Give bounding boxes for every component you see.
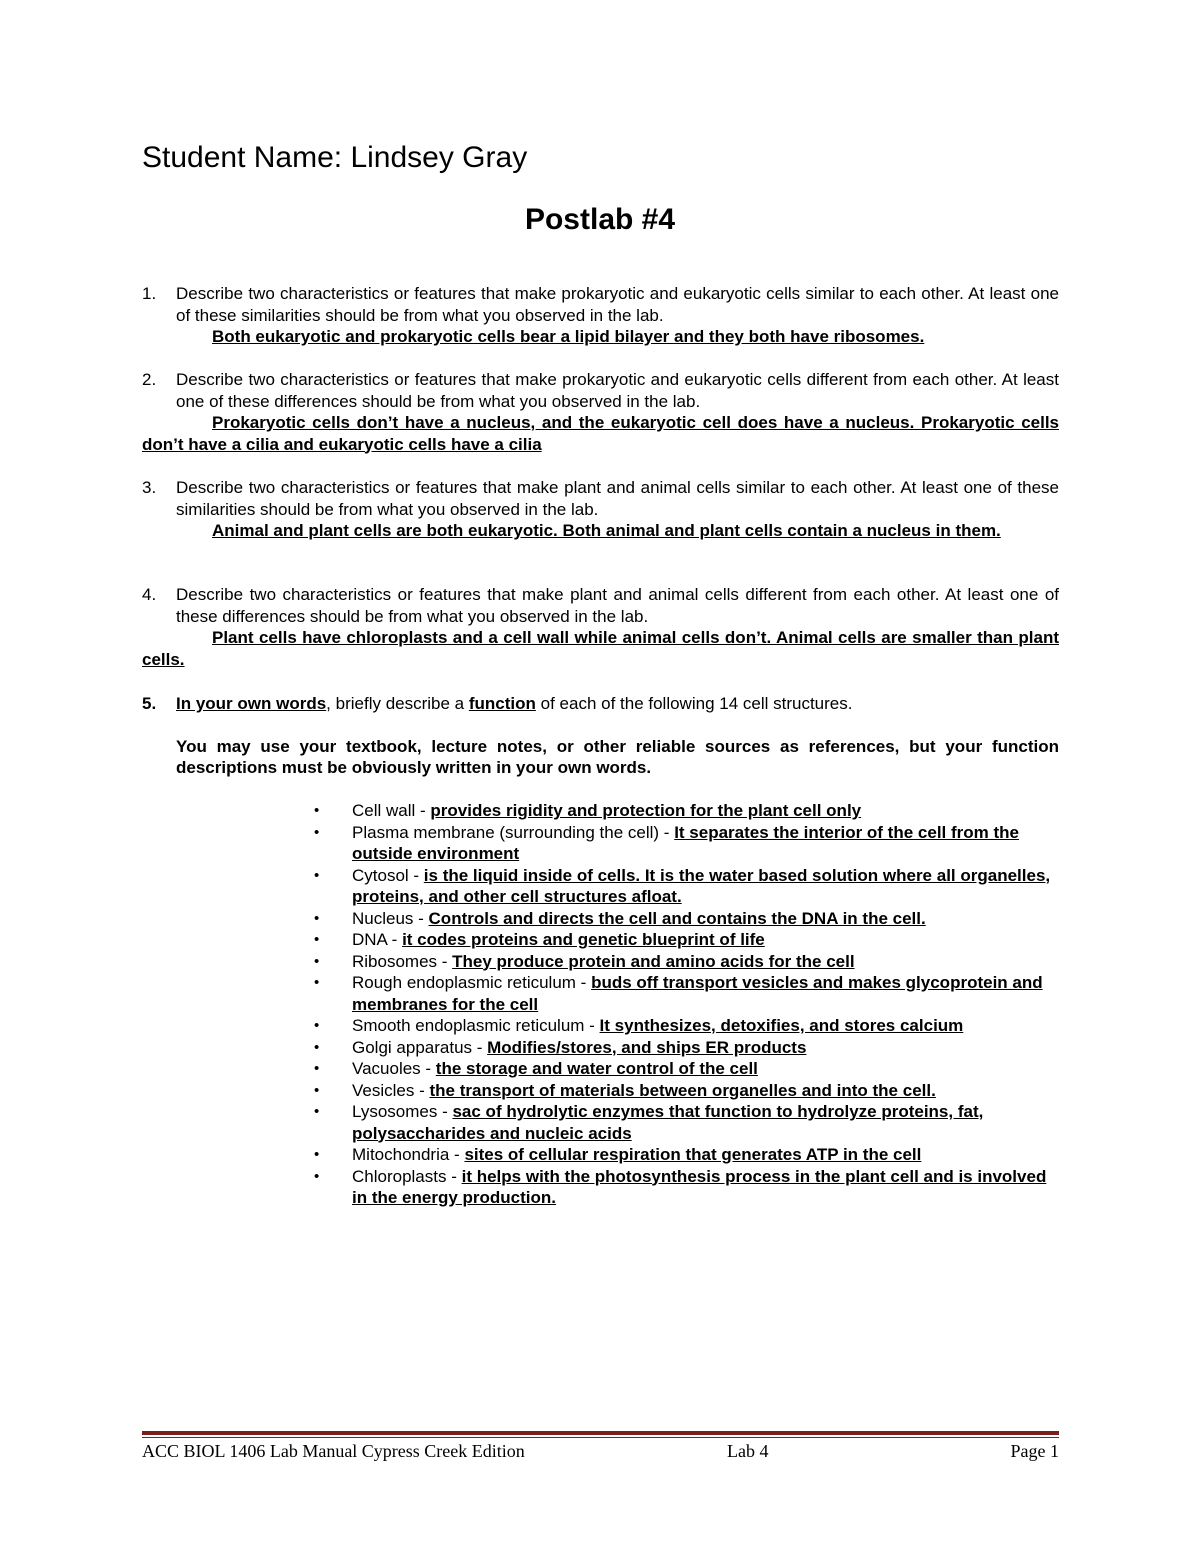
bullet-icon: •: [314, 1038, 320, 1056]
question-2: [142, 369, 1059, 455]
question-4: [142, 584, 1059, 670]
footer-rule-thin: [142, 1437, 1059, 1438]
question-text: [176, 693, 1059, 715]
structure-name: DNA -: [352, 930, 403, 949]
list-item: [312, 1144, 1062, 1166]
question-3: [142, 477, 1059, 542]
list-item: [312, 1080, 1062, 1102]
bullet-icon: •: [314, 952, 320, 970]
footer-manual-title: ACC BIOL 1406 Lab Manual Cypress Creek Edition: [142, 1441, 525, 1461]
own-words-phrase: In your own words: [176, 694, 327, 713]
list-item: [312, 1037, 1062, 1059]
bullet-icon: •: [314, 909, 320, 927]
structure-name: Chloroplasts -: [352, 1166, 462, 1186]
structure-name: Golgi apparatus -: [352, 1037, 488, 1057]
question-number: 3.: [142, 478, 157, 497]
question-number: 1.: [142, 284, 157, 303]
bullet-icon: •: [314, 974, 320, 991]
list-item: [312, 1101, 1062, 1144]
question-number: 5.: [142, 694, 157, 713]
structure-name: Cytosol -: [352, 865, 424, 885]
list-item: [312, 908, 1062, 930]
structure-name: Ribosomes -: [352, 951, 453, 971]
bullet-icon: •: [314, 1060, 320, 1077]
bullet-icon: •: [314, 1146, 320, 1163]
structure-name: Smooth endoplasmic reticulum -: [352, 1016, 600, 1035]
question-text-mid: , briefly describe a: [326, 694, 469, 713]
structure-function: it helps with the photosynthesis process in the plant cell and is involved in the energy production.: [352, 1166, 1047, 1207]
structure-function: Modifies/stores, and ships ER products: [487, 1037, 807, 1057]
list-item: [312, 865, 1062, 908]
structure-name: Vacuoles -: [352, 1059, 436, 1078]
bullet-icon: •: [314, 931, 320, 948]
structure-name: Mitochondria -: [352, 1145, 465, 1164]
list-item: [312, 951, 1062, 973]
structure-name: Vesicles -: [352, 1080, 430, 1100]
list-item: [312, 800, 1062, 822]
structure-name: Nucleus -: [352, 908, 429, 928]
list-item: [312, 822, 1062, 865]
bullet-icon: •: [314, 1103, 320, 1120]
structure-function: sites of cellular respiration that generates ATP in the cell: [464, 1145, 922, 1164]
page-title: Postlab #4: [524, 203, 676, 236]
question-text: Describe two characteristics or features that make prokaryotic and eukaryotic cells different from each other. At least one of these differences should be from what you observed in the lab.: [176, 370, 1059, 411]
list-item: [312, 1058, 1062, 1080]
bullet-icon: •: [314, 1167, 320, 1185]
structure-name: Cell wall -: [352, 801, 431, 820]
bullet-icon: •: [314, 1017, 320, 1034]
footer-rule: [142, 1431, 1059, 1435]
list-item: [312, 1166, 1062, 1209]
references-note: You may use your textbook, lecture notes, or other reliable sources as references, but your function descriptions must be obviously written in your own words.: [176, 736, 1059, 777]
list-item: [312, 1015, 1062, 1037]
structure-function: Controls and directs the cell and contains the DNA in the cell.: [428, 908, 926, 928]
footer-page-number: Page 1: [1010, 1441, 1059, 1461]
structure-name: Rough endoplasmic reticulum -: [352, 973, 592, 992]
structure-function: the storage and water control of the cell: [435, 1059, 758, 1078]
question-text: Describe two characteristics or features that make plant and animal cells different from each other. At least one of these differences should be from what you observed in the lab.: [176, 585, 1059, 626]
answer-text: Plant cells have chloroplasts and a cell wall while animal cells don’t. Animal cells are smaller than plant cells.: [142, 628, 1059, 669]
structure-function: sac of hydrolytic enzymes that function to hydrolyze proteins, fat, polysaccharides and nucleic acids: [352, 1102, 984, 1143]
question-text-end: of each of the following 14 cell structures.: [535, 694, 853, 713]
question-text: Describe two characteristics or features that make plant and animal cells similar to each other. At least one of these similarities should be from what you observed in the lab.: [176, 478, 1059, 519]
bullet-icon: •: [314, 866, 320, 884]
answer-text: Animal and plant cells are both eukaryotic. Both animal and plant cells contain a nucleus in them.: [212, 521, 1001, 540]
structure-function: the transport of materials between organelles and into the cell.: [429, 1080, 936, 1100]
answer-text: Both eukaryotic and prokaryotic cells bear a lipid bilayer and they both have ribosomes.: [212, 327, 925, 346]
question-text: Describe two characteristics or features that make prokaryotic and eukaryotic cells similar to each other. At least one of these similarities should be from what you observed in the lab.: [176, 284, 1059, 325]
structure-function: They produce protein and amino acids for the cell: [452, 951, 855, 971]
structure-function: It synthesizes, detoxifies, and stores calcium: [599, 1016, 964, 1035]
question-number: 2.: [142, 370, 157, 389]
structure-name: Plasma membrane (surrounding the cell) -: [352, 822, 675, 842]
structure-function: is the liquid inside of cells. It is the water based solution where all organelles, proteins, and other cell structures afloat.: [352, 865, 1051, 906]
cell-structures-list: [312, 800, 1062, 1209]
structure-function: provides rigidity and protection for the plant cell only: [430, 801, 862, 820]
structure-function: It separates the interior of the cell from the outside environment: [352, 822, 1019, 863]
question-1: [142, 283, 1059, 348]
structure-function: it codes proteins and genetic blueprint of life: [402, 930, 765, 949]
student-name: Student Name: Lindsey Gray: [142, 141, 528, 174]
answer-text: Prokaryotic cells don’t have a nucleus, and the eukaryotic cell does have a nucleus. Prokaryotic cells don’t have a cilia and eukaryotic cells have a cilia: [142, 413, 1059, 454]
bullet-icon: •: [314, 1081, 320, 1099]
question-5: [142, 693, 1059, 779]
structure-function: buds off transport vesicles and makes glycoprotein and membranes for the cell: [352, 973, 1043, 1014]
bullet-icon: •: [314, 823, 320, 841]
list-item: [312, 972, 1062, 1015]
question-number: 4.: [142, 585, 157, 604]
bullet-icon: •: [314, 802, 320, 819]
list-item: [312, 929, 1062, 951]
structure-name: Lysosomes -: [352, 1102, 453, 1121]
function-word: function: [468, 694, 536, 713]
footer-lab-number: Lab 4: [727, 1441, 769, 1461]
